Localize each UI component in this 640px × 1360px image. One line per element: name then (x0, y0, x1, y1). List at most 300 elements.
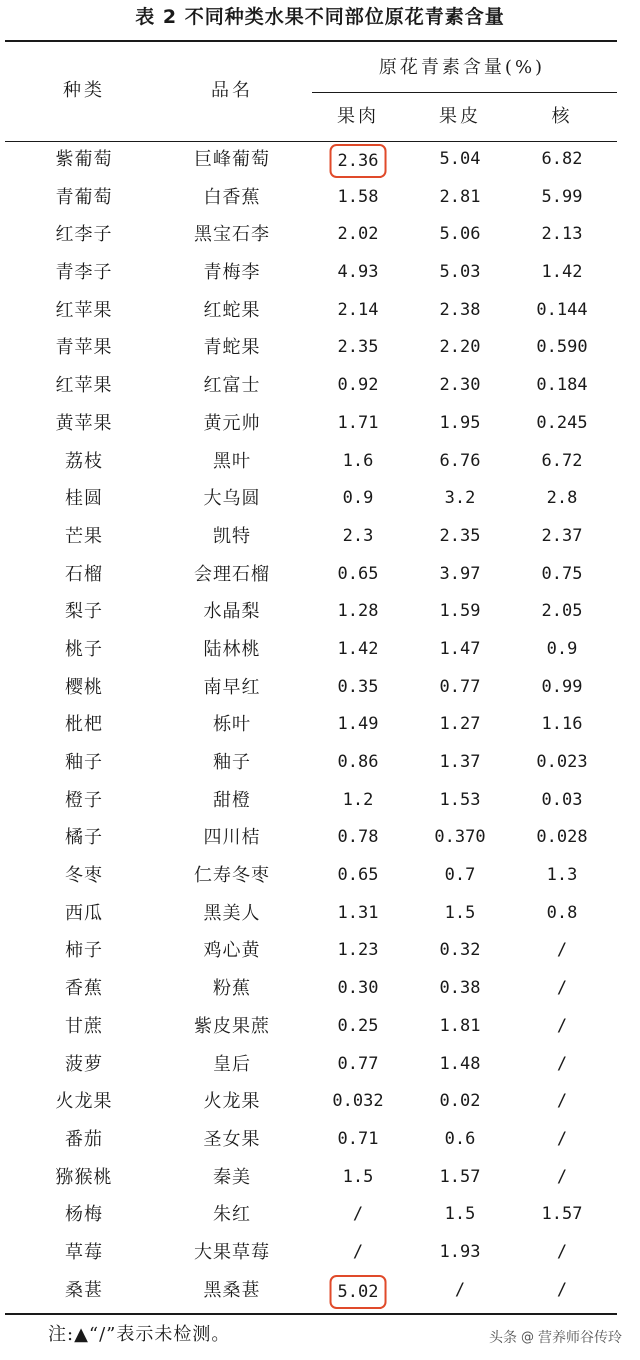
cell-species (65, 895, 103, 933)
cell-seed (542, 556, 583, 594)
cell-value: 红苹果 (55, 375, 113, 397)
cell-value: 红蛇果 (203, 299, 261, 321)
cell-peel (445, 857, 476, 895)
cell-flesh (343, 480, 374, 518)
cell-species (65, 1234, 103, 1272)
cell-species (65, 782, 103, 820)
cell-species (65, 819, 103, 857)
cell-flesh (338, 932, 379, 970)
cell-variety (204, 179, 261, 217)
table-row (0, 1159, 640, 1197)
cell-flesh (338, 254, 379, 292)
cell-peel (440, 1046, 481, 1084)
cell-flesh (353, 1234, 363, 1272)
cell-seed (542, 593, 583, 631)
cell-seed (557, 1272, 567, 1310)
table-body (0, 141, 640, 1309)
cell-flesh (338, 706, 379, 744)
cell-value: 釉子 (213, 752, 251, 773)
cell-value: 枇杷 (65, 714, 103, 736)
cell-species (56, 216, 113, 254)
cell-peel (440, 593, 481, 631)
cell-seed (557, 970, 567, 1008)
cell-seed (536, 405, 587, 443)
header-seed: 核 (551, 106, 573, 127)
cell-value: 1.5 (444, 1204, 476, 1225)
cell-value: 1.42 (541, 262, 583, 283)
cell-value: 朱红 (213, 1204, 251, 1226)
cell-value: 草莓 (65, 1241, 103, 1263)
cell-value: 青葡萄 (55, 186, 113, 208)
cell-variety (194, 216, 270, 254)
cell-value: / (556, 1053, 568, 1074)
cell-seed (536, 329, 587, 367)
cell-seed (547, 895, 578, 933)
table-row (0, 970, 640, 1008)
table-row (0, 1272, 640, 1310)
table-row (0, 329, 640, 367)
cell-value: / (556, 1166, 568, 1187)
cell-value: 0.028 (536, 827, 588, 848)
cell-value: 红李子 (55, 224, 113, 246)
cell-value: 巨峰葡萄 (194, 149, 270, 170)
cell-value: 菠萝 (65, 1053, 103, 1075)
cell-peel (440, 1008, 481, 1046)
table-row (0, 443, 640, 481)
cell-flesh (330, 1272, 387, 1312)
cell-peel (445, 895, 476, 933)
header-variety: 品名 (211, 80, 253, 101)
cell-value: 1.48 (439, 1053, 481, 1074)
cell-value: 0.65 (337, 563, 379, 584)
cell-value: 2.35 (337, 337, 379, 358)
cell-flesh (338, 367, 379, 405)
cell-value: / (556, 1241, 568, 1262)
cell-value: 紫皮果蔗 (194, 1015, 270, 1037)
cell-value: 0.7 (444, 865, 476, 886)
cell-species (65, 443, 103, 481)
cell-value: 黑叶 (213, 450, 251, 472)
cell-species (65, 970, 103, 1008)
cell-species (56, 329, 113, 367)
cell-value: / (556, 1091, 568, 1112)
cell-seed (547, 857, 578, 895)
cell-peel (445, 480, 476, 518)
subheader-rule (312, 92, 617, 93)
cell-value: 粉蕉 (213, 978, 251, 1000)
cell-variety (204, 480, 261, 518)
cell-peel (440, 669, 481, 707)
cell-variety (204, 1083, 261, 1121)
cell-species (65, 1121, 103, 1159)
cell-value: 0.032 (332, 1091, 384, 1112)
cell-peel (440, 631, 481, 669)
cell-peel (440, 932, 481, 970)
cell-seed (542, 141, 583, 179)
table-row (0, 480, 640, 518)
cell-variety (213, 1046, 251, 1084)
header-flesh: 果肉 (337, 106, 379, 127)
cell-peel (440, 518, 481, 556)
cell-species (65, 1272, 103, 1310)
cell-value: 大乌圆 (203, 488, 261, 510)
table-row (0, 669, 640, 707)
cell-variety (204, 1272, 261, 1310)
cell-value: 0.35 (337, 676, 379, 697)
table-row (0, 179, 640, 217)
cell-value: 0.03 (541, 789, 583, 810)
cell-value: / (556, 940, 568, 961)
cell-flesh (343, 1159, 374, 1197)
cell-species (65, 556, 103, 594)
cell-value: 柿子 (65, 940, 103, 962)
cell-value: / (352, 1241, 364, 1262)
cell-species (65, 932, 103, 970)
cell-seed (542, 254, 583, 292)
cell-peel (440, 254, 481, 292)
cell-value: 6.72 (541, 450, 583, 471)
cell-variety (213, 518, 251, 556)
cell-value: 3.97 (439, 563, 481, 584)
cell-value: 0.184 (536, 375, 588, 396)
cell-value: 1.57 (541, 1204, 583, 1225)
cell-peel (440, 970, 481, 1008)
cell-flesh (338, 744, 379, 782)
cell-species (56, 1159, 113, 1197)
cell-species (65, 480, 103, 518)
watermark (489, 1328, 622, 1348)
cell-species (56, 254, 113, 292)
cell-value: 0.75 (541, 563, 583, 584)
cell-value: 0.65 (337, 865, 379, 886)
cell-value: 3.2 (444, 488, 476, 509)
cell-peel (455, 1272, 465, 1310)
cell-flesh (338, 1046, 379, 1084)
cell-seed (542, 1196, 583, 1234)
cell-variety (213, 970, 251, 1008)
cell-peel (440, 1083, 481, 1121)
cell-value: 0.6 (444, 1128, 476, 1149)
cell-value: 陆林桃 (203, 638, 261, 660)
table-title: 表 2 不同种类水果不同部位原花青素含量 (135, 6, 505, 28)
header-content: 原花青素含量(%) (378, 57, 546, 78)
table-row (0, 405, 640, 443)
cell-value: / (556, 1015, 568, 1036)
table-row (0, 141, 640, 179)
table-row (0, 744, 640, 782)
cell-value: 1.93 (439, 1241, 481, 1262)
cell-variety (204, 329, 261, 367)
cell-value: 仁寿冬枣 (194, 865, 270, 887)
cell-seed (547, 631, 578, 669)
cell-species (65, 744, 103, 782)
cell-value: 红富士 (203, 375, 261, 397)
cell-value: 0.30 (337, 978, 379, 999)
cell-value: 1.16 (541, 714, 583, 735)
cell-variety (213, 1196, 251, 1234)
cell-value: 2.20 (439, 337, 481, 358)
cell-flesh (338, 1121, 379, 1159)
cell-value: 火龙果 (203, 1091, 261, 1113)
cell-value: 桃子 (65, 638, 103, 660)
cell-value: 杨梅 (65, 1204, 103, 1226)
table-row (0, 216, 640, 254)
cell-variety (204, 932, 261, 970)
cell-value: 橘子 (65, 827, 103, 849)
cell-variety (213, 1159, 251, 1197)
cell-value: 南早红 (203, 676, 261, 698)
cell-species (56, 405, 113, 443)
cell-value: 0.32 (439, 940, 481, 961)
cell-value: 2.81 (439, 186, 481, 207)
header-species: 种类 (63, 80, 105, 101)
cell-variety (213, 744, 251, 782)
cell-value: 0.99 (541, 676, 583, 697)
cell-value: 石榴 (65, 563, 103, 585)
cell-value: 0.25 (337, 1015, 379, 1036)
cell-value: 1.47 (439, 638, 481, 659)
cell-value: 圣女果 (203, 1128, 261, 1150)
table-row (0, 593, 640, 631)
cell-peel (440, 1234, 481, 1272)
cell-seed (536, 744, 587, 782)
cell-variety (204, 367, 261, 405)
cell-value: 2.30 (439, 375, 481, 396)
cell-peel (440, 216, 481, 254)
table-row (0, 1234, 640, 1272)
cell-peel (440, 443, 481, 481)
cell-variety (194, 141, 270, 179)
cell-flesh (338, 556, 379, 594)
cell-value: 梨子 (65, 601, 103, 623)
cell-seed (542, 443, 583, 481)
cell-variety (204, 593, 261, 631)
cell-seed (557, 1008, 567, 1046)
cell-value: / (556, 1128, 568, 1149)
cell-variety (204, 254, 261, 292)
cell-value: 1.23 (337, 940, 379, 961)
cell-species (56, 179, 113, 217)
cell-value: 香蕉 (65, 978, 103, 1000)
cell-variety (204, 405, 261, 443)
cell-variety (204, 819, 261, 857)
table-row (0, 932, 640, 970)
header-peel: 果皮 (439, 106, 481, 127)
cell-seed (557, 1121, 567, 1159)
cell-seed (547, 480, 578, 518)
cell-species (65, 631, 103, 669)
top-rule (5, 40, 617, 42)
footnote: 注:▲“/”表示未检测。 (48, 1324, 231, 1345)
cell-value: 0.38 (439, 978, 481, 999)
table-row (0, 1083, 640, 1121)
cell-seed (557, 1234, 567, 1272)
cell-variety (194, 1008, 270, 1046)
cell-value: 1.28 (337, 601, 379, 622)
cell-flesh (330, 141, 387, 181)
cell-seed (536, 367, 587, 405)
cell-seed (557, 932, 567, 970)
cell-value: 1.58 (337, 186, 379, 207)
table-row (0, 556, 640, 594)
cell-flesh (338, 669, 379, 707)
cell-peel (440, 1159, 481, 1197)
cell-peel (445, 1196, 476, 1234)
cell-value: 4.93 (337, 262, 379, 283)
cell-value: 0.590 (536, 337, 588, 358)
cell-species (56, 1083, 113, 1121)
cell-value: 青梅李 (203, 262, 261, 284)
cell-value: 青蛇果 (203, 337, 261, 359)
table-row (0, 518, 640, 556)
cell-flesh (338, 895, 379, 933)
cell-value: 0.8 (546, 902, 578, 923)
cell-value: 红苹果 (55, 299, 113, 321)
cell-seed (542, 179, 583, 217)
cell-peel (440, 744, 481, 782)
cell-seed (536, 819, 587, 857)
cell-flesh (332, 1083, 383, 1121)
cell-value: 2.02 (337, 224, 379, 245)
cell-species (56, 292, 113, 330)
cell-flesh (353, 1196, 363, 1234)
watermark-at: @ (521, 1330, 534, 1345)
cell-peel (440, 367, 481, 405)
cell-species (65, 1196, 103, 1234)
cell-value: 2.3 (342, 525, 374, 546)
cell-value: 5.04 (439, 149, 481, 169)
watermark-prefix: 头条 (489, 1330, 517, 1346)
table-row (0, 254, 640, 292)
cell-flesh (338, 216, 379, 254)
cell-variety (194, 857, 270, 895)
cell-value: 5.03 (439, 262, 481, 283)
cell-value: 0.02 (439, 1091, 481, 1112)
cell-value: 2.38 (439, 299, 481, 320)
cell-species (65, 593, 103, 631)
cell-value: / (454, 1279, 466, 1300)
cell-value: 皇后 (213, 1053, 251, 1075)
cell-flesh (338, 857, 379, 895)
cell-value: / (352, 1204, 364, 1225)
cell-peel (440, 556, 481, 594)
bottom-rule (5, 1313, 617, 1315)
cell-seed (542, 669, 583, 707)
cell-value: 2.14 (337, 299, 379, 320)
cell-value: 2.35 (439, 525, 481, 546)
cell-value: 芒果 (65, 525, 103, 547)
cell-value: 2.8 (546, 488, 578, 509)
cell-flesh (338, 405, 379, 443)
cell-flesh (338, 819, 379, 857)
cell-value: 会理石榴 (194, 563, 270, 585)
cell-value: 白香蕉 (203, 186, 261, 208)
table-row (0, 819, 640, 857)
watermark-author: 营养师谷传玲 (538, 1330, 622, 1346)
cell-value: 0.77 (337, 1053, 379, 1074)
cell-value: 2.37 (541, 525, 583, 546)
cell-peel (434, 819, 485, 857)
cell-value: 0.245 (536, 412, 588, 433)
cell-value: 青苹果 (55, 337, 113, 359)
cell-value: 0.023 (536, 752, 588, 772)
table-row (0, 857, 640, 895)
cell-species (56, 141, 113, 179)
cell-flesh (338, 329, 379, 367)
cell-value: 2.05 (541, 601, 583, 622)
cell-variety (213, 443, 251, 481)
cell-peel (440, 141, 481, 179)
cell-value: 1.31 (337, 902, 379, 923)
cell-value: 1.5 (444, 902, 476, 923)
cell-value: 桂圆 (65, 488, 103, 510)
cell-flesh (343, 443, 374, 481)
cell-value: 釉子 (65, 752, 103, 773)
cell-value: / (556, 1279, 568, 1300)
cell-value: 番茄 (65, 1128, 103, 1150)
cell-value: 0.92 (337, 375, 379, 396)
table-row (0, 1121, 640, 1159)
cell-value: 1.53 (439, 789, 481, 810)
cell-seed (542, 518, 583, 556)
cell-seed (536, 292, 587, 330)
cell-seed (557, 1159, 567, 1197)
cell-value: 0.144 (536, 299, 588, 320)
cell-value: 冬枣 (65, 865, 103, 887)
cell-value: 西瓜 (65, 902, 103, 924)
cell-value: 1.49 (337, 714, 379, 735)
cell-seed (542, 706, 583, 744)
cell-value: 2.13 (541, 224, 583, 245)
cell-value: 樱桃 (65, 676, 103, 698)
cell-value: 6.76 (439, 450, 481, 471)
table-row (0, 631, 640, 669)
cell-value: 1.71 (337, 412, 379, 433)
cell-seed (557, 1046, 567, 1084)
cell-value: 秦美 (213, 1166, 251, 1188)
cell-value: 1.3 (546, 865, 578, 886)
cell-peel (440, 405, 481, 443)
cell-value: 1.57 (439, 1166, 481, 1187)
cell-variety (204, 895, 261, 933)
cell-value: 甜橙 (213, 789, 251, 811)
cell-value: 栎叶 (213, 714, 251, 736)
cell-peel (440, 292, 481, 330)
table-row (0, 782, 640, 820)
cell-species (56, 367, 113, 405)
cell-value: 0.77 (439, 676, 481, 697)
table-row (0, 895, 640, 933)
table-row (0, 1008, 640, 1046)
cell-species (65, 669, 103, 707)
cell-species (65, 1008, 103, 1046)
cell-value: 火龙果 (55, 1091, 113, 1113)
cell-flesh (338, 970, 379, 1008)
table-row (0, 292, 640, 330)
highlighted-value: 2.36 (330, 144, 387, 178)
cell-seed (557, 1083, 567, 1121)
cell-value: 1.6 (342, 450, 374, 471)
cell-value: 青李子 (55, 262, 113, 284)
table-row (0, 367, 640, 405)
cell-value: 0.9 (546, 638, 578, 659)
cell-variety (213, 706, 251, 744)
cell-species (65, 706, 103, 744)
cell-flesh (338, 1008, 379, 1046)
cell-flesh (338, 593, 379, 631)
cell-flesh (338, 292, 379, 330)
cell-species (65, 1046, 103, 1084)
